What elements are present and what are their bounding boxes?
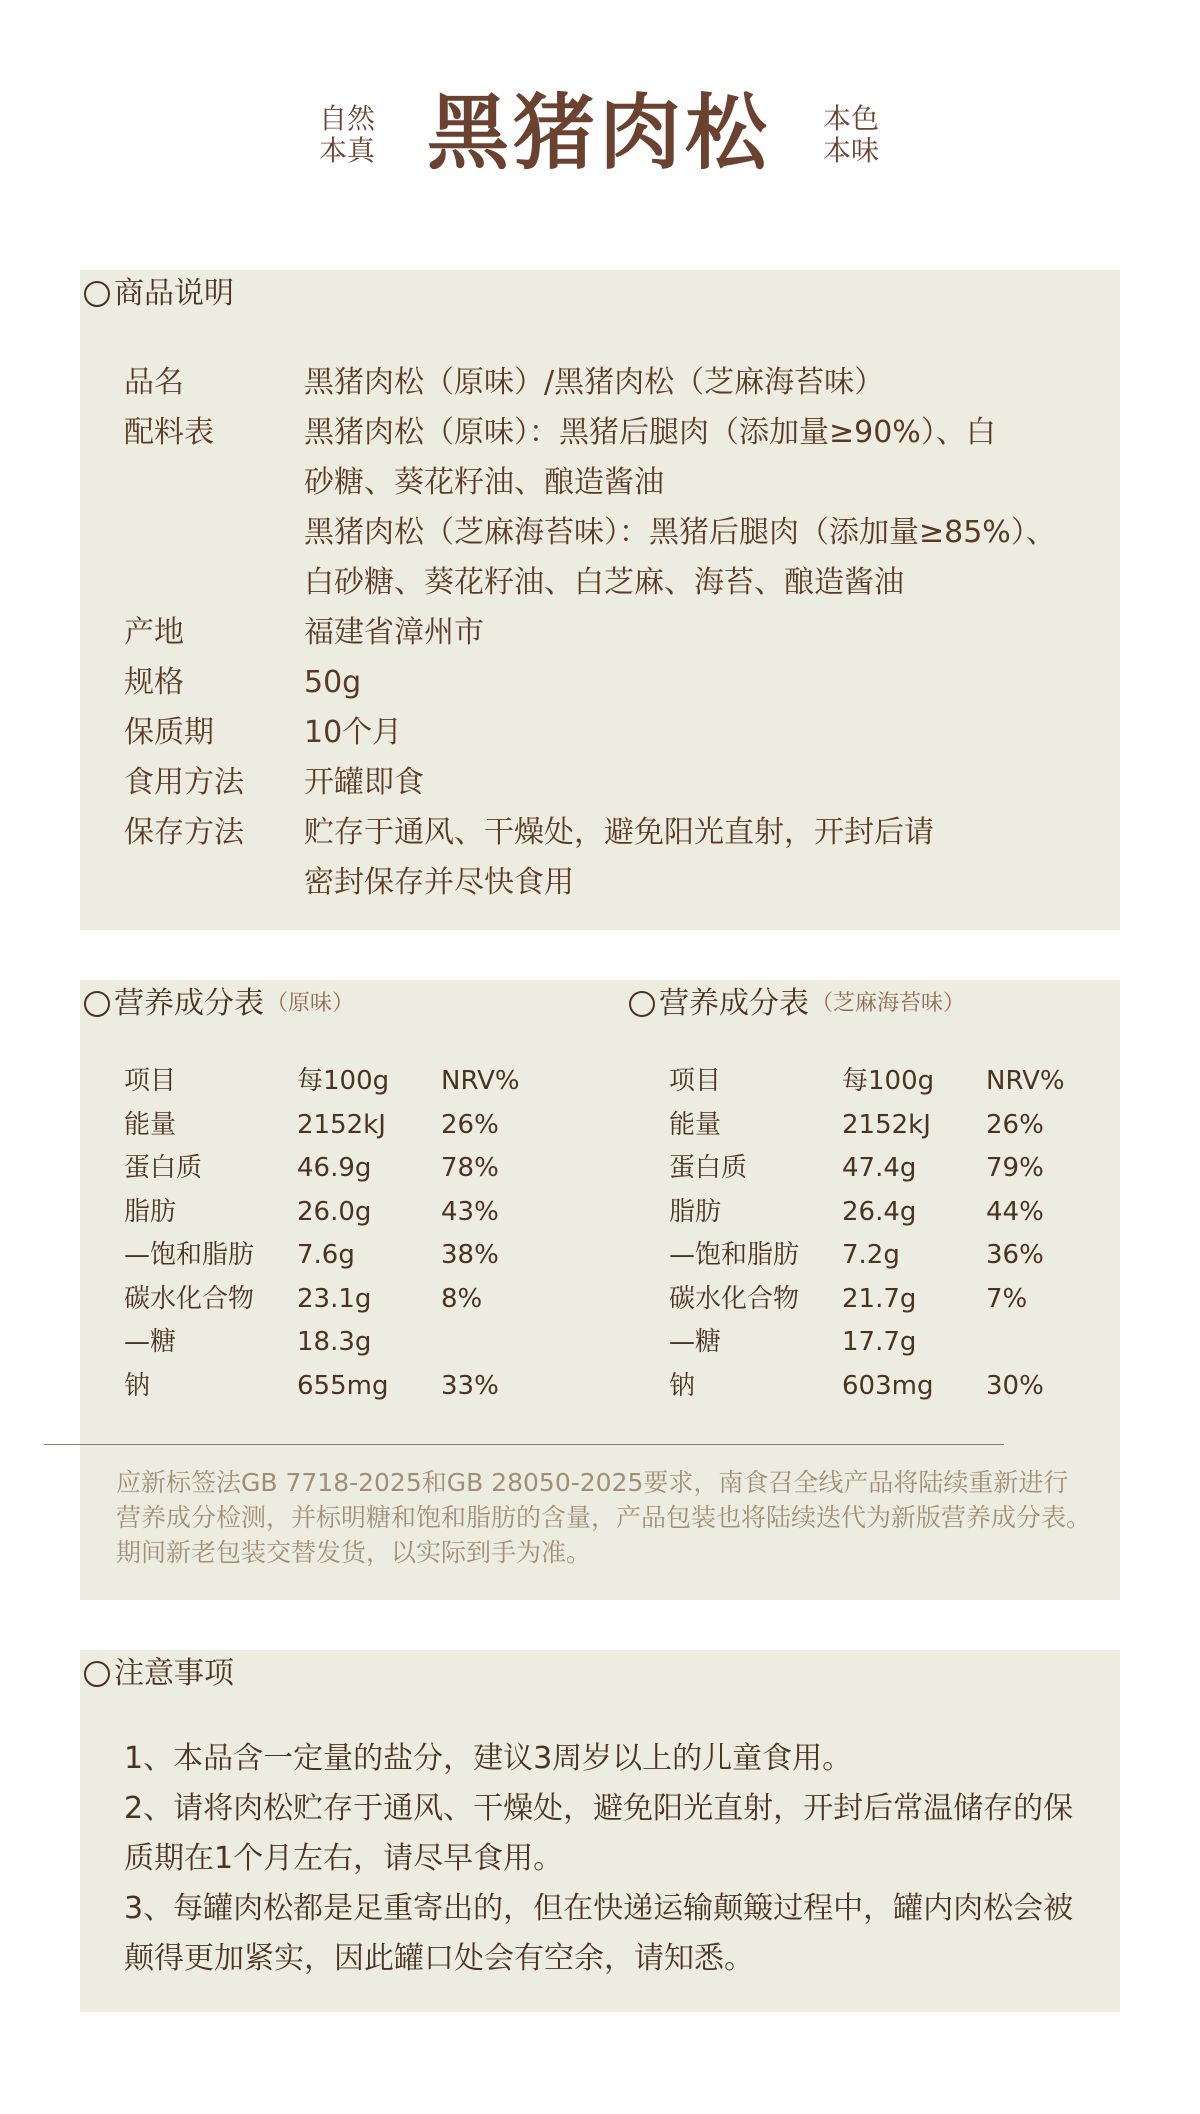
product-info-value-line: 黑猪肉松（芝麻海苔味）：黑猪后腿肉（添加量≥85%）、 bbox=[304, 515, 1056, 550]
product-info-value bbox=[304, 808, 1100, 908]
product-info-row bbox=[124, 658, 1100, 708]
product-info-value-line: 黑猪肉松（原味）：黑猪后腿肉（添加量≥90%）、白 bbox=[304, 415, 996, 450]
nutrition-row bbox=[124, 1234, 541, 1278]
nutrition-cell: 脂肪 bbox=[124, 1196, 177, 1227]
nutrition-cell: 43% bbox=[441, 1196, 499, 1227]
nutrition-cell: 47.4g bbox=[842, 1153, 917, 1183]
product-info-value-line: 开罐即食 bbox=[304, 765, 424, 800]
product-info-value bbox=[304, 608, 1100, 658]
nutrition-cell: 2152kJ bbox=[297, 1109, 386, 1140]
product-info-value bbox=[304, 758, 1100, 808]
product-info-row bbox=[124, 358, 1100, 408]
nutrition-header-row bbox=[124, 1060, 541, 1104]
product-info-row bbox=[124, 708, 1100, 758]
nutrition-cell: —饱和脂肪 bbox=[669, 1240, 800, 1270]
product-info-row bbox=[124, 408, 1100, 608]
nutrition-row bbox=[669, 1147, 1086, 1191]
product-info-key: 保质期 bbox=[124, 715, 214, 750]
nutrition-cell: 能量 bbox=[124, 1109, 177, 1140]
product-info-key: 保存方法 bbox=[124, 815, 244, 850]
product-info-key: 配料表 bbox=[124, 415, 214, 450]
notice-heading bbox=[84, 1656, 234, 1692]
circle-bullet-icon bbox=[84, 1661, 110, 1687]
product-info-value-line: 密封保存并尽快食用 bbox=[304, 865, 574, 900]
nutrition-note: 应新标签法GB 7718-2025和GB 28050-2025要求，南食召全线产品将陆续重新进行营养成分检测，并标明糖和饱和脂肪的含量，产品包装也将陆续迭代为新版营养成分表。期间新老包装交替发货，以实际到手为准。 bbox=[116, 1468, 1092, 1567]
notice-list bbox=[124, 1734, 1099, 1984]
nutrition-row bbox=[124, 1365, 541, 1409]
product-info-value-line: 黑猪肉松（原味）/黑猪肉松（芝麻海苔味） bbox=[304, 365, 885, 400]
nutrition-row bbox=[124, 1191, 541, 1235]
product-info-row bbox=[124, 808, 1100, 908]
nutrition-cell: 79% bbox=[986, 1153, 1044, 1183]
nutrition-cell: 18.3g bbox=[297, 1327, 372, 1357]
nutrition-row bbox=[124, 1104, 541, 1148]
nutrition-cell: 30% bbox=[986, 1370, 1044, 1401]
product-info-value bbox=[304, 408, 1100, 608]
nutrition-heading-text: 营养成分表 bbox=[114, 986, 264, 1021]
nutrition-cell: 36% bbox=[986, 1240, 1044, 1270]
nutrition-cell: 7.6g bbox=[297, 1240, 355, 1270]
nutrition-cell: 23.1g bbox=[297, 1283, 372, 1314]
circle-bullet-icon bbox=[629, 991, 655, 1017]
notice-item: 1、本品含一定量的盐分，建议3周岁以上的儿童食用。 bbox=[124, 1741, 853, 1776]
nutrition-cell: 每100g bbox=[842, 1066, 935, 1096]
nutrition-cell: 26% bbox=[986, 1109, 1044, 1140]
notice-heading-text: 注意事项 bbox=[114, 1656, 234, 1691]
nutrition-row bbox=[669, 1278, 1086, 1322]
nutrition-cell: 44% bbox=[986, 1196, 1044, 1227]
nutrition-cell: 7.2g bbox=[842, 1240, 900, 1270]
left-tagline-line: 本真 bbox=[318, 134, 375, 167]
nutrition-cell: 项目 bbox=[124, 1066, 177, 1096]
nutrition-row bbox=[669, 1365, 1086, 1409]
nutrition-flavor-label: （芝麻海苔味） bbox=[811, 991, 966, 1016]
product-info-heading-text: 商品说明 bbox=[114, 276, 234, 311]
product-info-row bbox=[124, 758, 1100, 808]
nutrition-row bbox=[124, 1278, 541, 1322]
nutrition-cell bbox=[986, 1321, 1086, 1365]
nutrition-panel bbox=[80, 980, 1120, 1600]
nutrition-heading-left bbox=[84, 986, 354, 1022]
nutrition-cell: NRV% bbox=[986, 1066, 1065, 1096]
nutrition-cell: 17.7g bbox=[842, 1327, 917, 1357]
product-info-key: 规格 bbox=[124, 665, 184, 700]
left-tagline-line: 自然 bbox=[318, 102, 375, 135]
nutrition-cell: 26.4g bbox=[842, 1196, 917, 1227]
nutrition-cell: 蛋白质 bbox=[124, 1153, 203, 1183]
notice-item: 2、请将肉松贮存于通风、干燥处，避免阳光直射，开封后常温储存的保质期在1个月左右，请尽早食用。 bbox=[124, 1791, 1074, 1876]
right-tagline-line: 本味 bbox=[822, 134, 879, 167]
nutrition-cell: 2152kJ bbox=[842, 1109, 931, 1140]
nutrition-row bbox=[124, 1147, 541, 1191]
product-info-value-line: 50g bbox=[304, 665, 362, 700]
notice-panel bbox=[80, 1650, 1120, 2012]
nutrition-cell: 7% bbox=[986, 1283, 1028, 1314]
product-info-key: 品名 bbox=[124, 365, 184, 400]
right-tagline bbox=[816, 103, 886, 167]
nutrition-cell: 26% bbox=[441, 1109, 499, 1140]
nutrition-cell: 能量 bbox=[669, 1109, 722, 1140]
product-info-value-line: 白砂糖、葵花籽油、白芝麻、海苔、酿造酱油 bbox=[304, 565, 904, 600]
nutrition-table-original bbox=[124, 1060, 541, 1408]
nutrition-row bbox=[669, 1321, 1086, 1365]
nutrition-row bbox=[669, 1104, 1086, 1148]
product-info-key: 食用方法 bbox=[124, 765, 244, 800]
notice-item: 3、每罐肉松都是足重寄出的，但在快递运输颠簸过程中，罐内肉松会被颠得更加紧实，因此罐口处会有空余，请知悉。 bbox=[124, 1891, 1074, 1976]
nutrition-header-row bbox=[669, 1060, 1086, 1104]
nutrition-cell: 78% bbox=[441, 1153, 499, 1183]
nutrition-cell: 钠 bbox=[669, 1370, 696, 1401]
nutrition-cell: —糖 bbox=[124, 1327, 177, 1357]
nutrition-cell: 603mg bbox=[842, 1370, 934, 1401]
product-info-panel bbox=[80, 270, 1120, 930]
nutrition-cell: 655mg bbox=[297, 1370, 389, 1401]
nutrition-flavor-label: （原味） bbox=[266, 991, 355, 1016]
nutrition-cell: 38% bbox=[441, 1240, 499, 1270]
product-info-value bbox=[304, 358, 1100, 408]
product-info-value-line: 贮存于通风、干燥处，避免阳光直射，开封后请 bbox=[304, 815, 934, 850]
nutrition-cell: 脂肪 bbox=[669, 1196, 722, 1227]
nutrition-row bbox=[124, 1321, 541, 1365]
product-info-list bbox=[124, 358, 1100, 908]
product-info-value-line: 10个月 bbox=[304, 715, 403, 750]
nutrition-cell bbox=[441, 1321, 541, 1365]
nutrition-cell: 钠 bbox=[124, 1370, 151, 1401]
product-info-row bbox=[124, 608, 1100, 658]
product-info-key: 产地 bbox=[124, 615, 184, 650]
product-info-value bbox=[304, 658, 1100, 708]
product-info-value-line: 福建省漳州市 bbox=[304, 615, 484, 650]
nutrition-cell: 蛋白质 bbox=[669, 1153, 748, 1183]
left-tagline bbox=[312, 103, 382, 167]
nutrition-cell: 33% bbox=[441, 1370, 499, 1401]
nutrition-cell: NRV% bbox=[441, 1066, 520, 1096]
product-info-value-line: 砂糖、葵花籽油、酿造酱油 bbox=[304, 465, 664, 500]
circle-bullet-icon bbox=[84, 991, 110, 1017]
nutrition-cell: 碳水化合物 bbox=[669, 1283, 800, 1314]
nutrition-row bbox=[669, 1234, 1086, 1278]
nutrition-cell: 8% bbox=[441, 1283, 483, 1314]
nutrition-cell: 26.0g bbox=[297, 1196, 372, 1227]
nutrition-row bbox=[669, 1191, 1086, 1235]
nutrition-table-sesame-seaweed bbox=[669, 1060, 1086, 1408]
nutrition-divider bbox=[44, 1444, 1004, 1445]
product-info-value bbox=[304, 708, 1100, 758]
page-title: 黑猪肉松 bbox=[427, 85, 772, 181]
nutrition-cell: —饱和脂肪 bbox=[124, 1240, 255, 1270]
nutrition-cell: 项目 bbox=[669, 1066, 722, 1096]
circle-bullet-icon bbox=[84, 281, 110, 307]
nutrition-heading-right bbox=[629, 986, 965, 1022]
nutrition-heading-text: 营养成分表 bbox=[659, 986, 809, 1021]
page-header bbox=[0, 0, 1200, 230]
nutrition-cell: 每100g bbox=[297, 1066, 390, 1096]
nutrition-cell: 21.7g bbox=[842, 1283, 917, 1314]
product-info-heading bbox=[84, 276, 234, 312]
nutrition-cell: —糖 bbox=[669, 1327, 722, 1357]
right-tagline-line: 本色 bbox=[822, 102, 879, 135]
nutrition-cell: 碳水化合物 bbox=[124, 1283, 255, 1314]
nutrition-cell: 46.9g bbox=[297, 1153, 372, 1183]
